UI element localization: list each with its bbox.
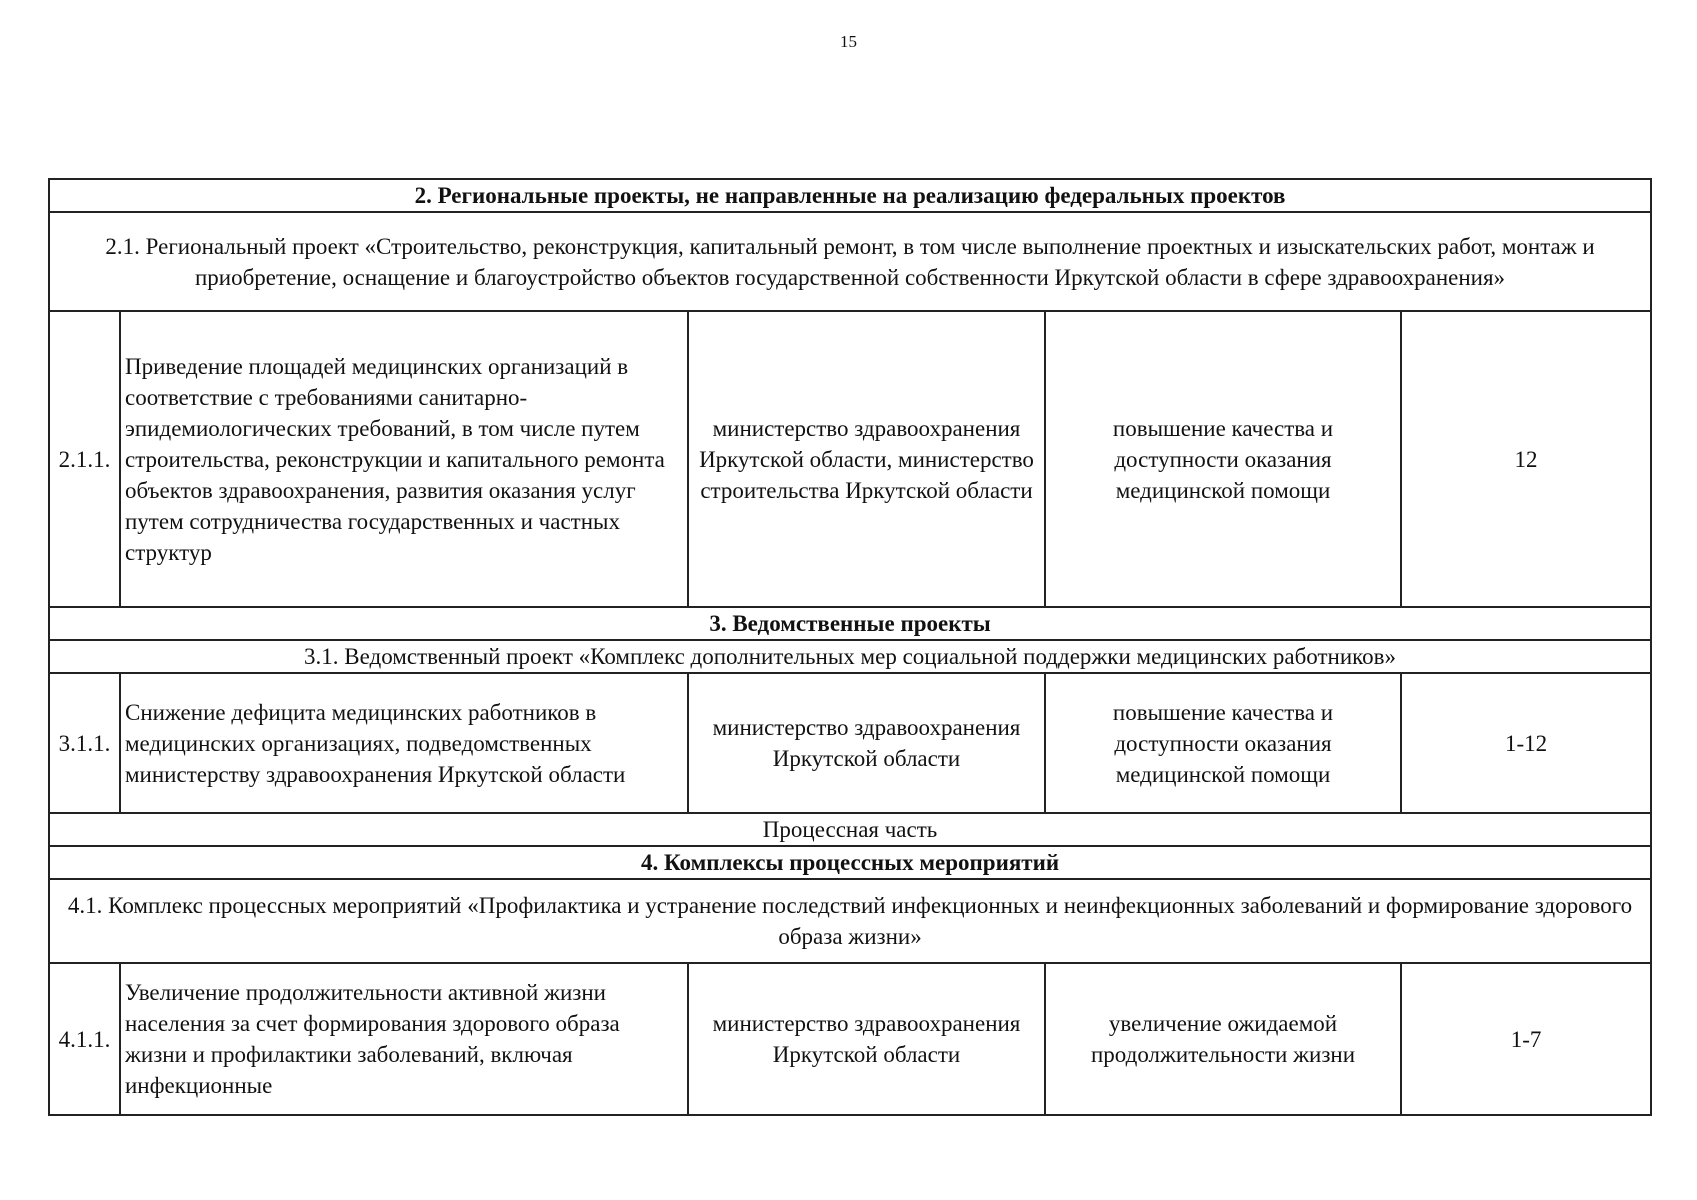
effect-cell: повышение качества и доступности оказания медицинской помощи: [1045, 311, 1401, 607]
indicators-cell: 1-12: [1401, 673, 1651, 813]
row-number: 4.1.1.: [49, 963, 120, 1115]
responsible-cell: министерство здравоохранения Иркутской области, министерство строительства Иркутской области: [688, 311, 1045, 607]
row-number: 3.1.1.: [49, 673, 120, 813]
responsible-cell: министерство здравоохранения Иркутской области: [688, 673, 1045, 813]
effect-cell: увеличение ожидаемой продолжительности жизни: [1045, 963, 1401, 1115]
section-4-title: 4. Комплексы процессных мероприятий: [49, 846, 1651, 879]
project-3-1-title: 3.1. Ведомственный проект «Комплекс дополнительных мер социальной поддержки медицинских работников»: [49, 640, 1651, 673]
task-cell: Увеличение продолжительности активной жизни населения за счет формирования здорового образа жизни и профилактики заболеваний, включая инфекционные: [120, 963, 688, 1115]
table-row: [49, 673, 1651, 813]
indicators-cell: 12: [1401, 311, 1651, 607]
effect-cell: повышение качества и доступности оказания медицинской помощи: [1045, 673, 1401, 813]
page-number: 15: [840, 32, 857, 51]
row-number: 2.1.1.: [49, 311, 120, 607]
table-row: [49, 311, 1651, 607]
section-3-title: 3. Ведомственные проекты: [49, 607, 1651, 640]
project-2-1-title: 2.1. Региональный проект «Строительство, реконструкция, капитальный ремонт, в том числе выполнение проектных и изыскательских работ, монтаж и приобретение, оснащение и благоустройство объектов государственной собственности Иркутской области в сфере здравоохранения»: [49, 212, 1651, 311]
structure-table: [48, 178, 1652, 1116]
task-cell: Снижение дефицита медицинских работников в медицинских организациях, подведомственных министерству здравоохранения Иркутской области: [120, 673, 688, 813]
section-2-title: 2. Региональные проекты, не направленные на реализацию федеральных проектов: [49, 179, 1651, 212]
task-cell: Приведение площадей медицинских организаций в соответствие с требованиями санитарно-эпидемиологических требований, в том числе путем строительства, реконструкции и капитального ремонта объектов здравоохранения, развития оказания услуг путем сотрудничества государственных и частных структур: [120, 311, 688, 607]
process-part-heading: Процессная часть: [49, 813, 1651, 846]
table-row: [49, 963, 1651, 1115]
indicators-cell: 1-7: [1401, 963, 1651, 1115]
project-4-1-title: 4.1. Комплекс процессных мероприятий «Профилактика и устранение последствий инфекционных и неинфекционных заболеваний и формирование здорового образа жизни»: [49, 879, 1651, 963]
responsible-cell: министерство здравоохранения Иркутской области: [688, 963, 1045, 1115]
